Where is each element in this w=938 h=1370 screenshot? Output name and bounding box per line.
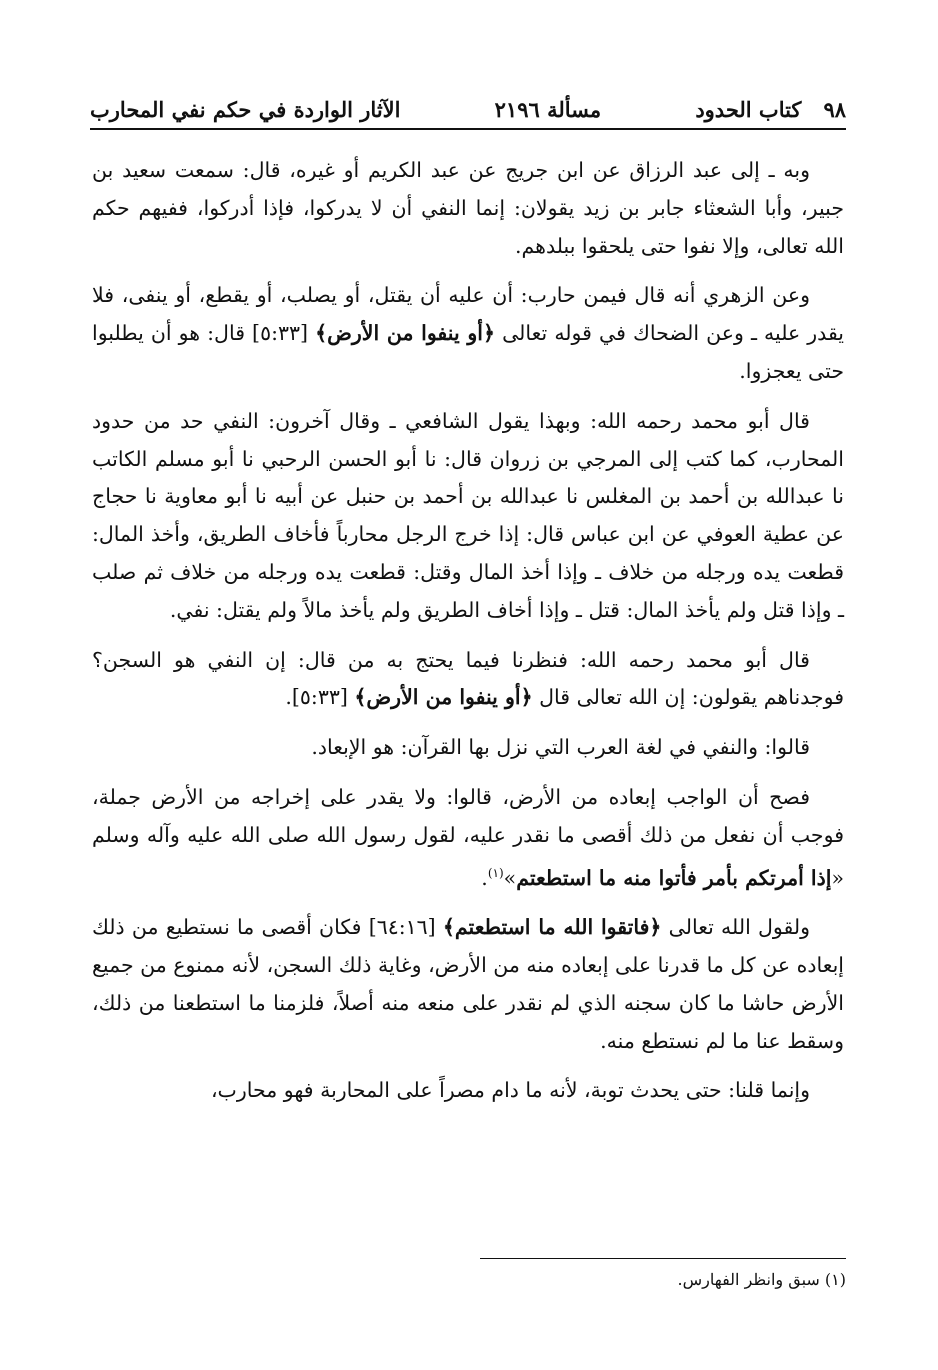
footnote-marker: (١) <box>487 865 504 880</box>
paragraph <box>92 152 844 265</box>
text-segment: قال أبو محمد رحمه الله: وبهذا يقول الشافعي ـ وقال آخرون: النفي حد من حدود المحارب، كما كتب إلى المرجي بن زروان قال: نا أبو الحسن الرحبي نا أبو مسلم الكاتب نا عبدالله بن أحمد بن المغلس نا عبدالله بن أحمد بن حنبل عن أبيه نا أبو معاوية نا حجاج عن عطية العوفي عن ابن عباس قال: إذا خرج الرجل محارباً فأخاف الطريق، وأخذ المال: قطعت يده ورجله من خلاف ـ وإذا أخذ المال وقتل: قطعت يده ورجله من خلاف ثم صلب ـ وإذا قتل ولم يأخذ المال: قتل ـ وإذا أخاف الطريق ولم يأخذ مالاً ولم يقتل: نفي. <box>92 408 844 622</box>
paragraph <box>92 909 844 1060</box>
paragraph <box>92 779 844 897</box>
paragraph <box>92 403 844 630</box>
main-text <box>92 152 844 1122</box>
text-segment: [٥:٣٣]. <box>285 685 355 710</box>
text-segment: [٦٤:١٦] فكان أقصى ما نستطيع من ذلك إبعاده عن كل ما قدرنا على إبعاده منه من الأرض، وغاية ذلك السجن، لأنه ممنوع من جميع الأرض حاشا ما كان سجنه الذي لم نقدر على منعه منه أصلاً، فلزمنا ما استطعنا من ذلك، وسقط عنا ما لم نستطع منه. <box>92 915 844 1053</box>
header-right <box>695 97 846 122</box>
header-divider <box>90 128 846 130</box>
quote-text: ﴿أو ينفوا من الأرض﴾ <box>315 321 495 346</box>
chapter-title: الآثار الواردة في حكم نفي المحارب <box>90 97 401 122</box>
text-segment: وإنما قلنا: حتى يحدث توبة، لأنه ما دام مصراً على المحاربة فهو محارب، <box>210 1078 810 1103</box>
text-segment: » <box>503 865 517 890</box>
quote-text: إذا أمرتكم بأمر فأتوا منه ما استطعتم <box>516 865 832 890</box>
paragraph <box>92 642 844 718</box>
text-segment: قالوا: والنفي في لغة العرب التي نزل بها القرآن: هو الإبعاد. <box>311 735 810 760</box>
quote-text: ﴿فاتقوا الله ما استطعتم﴾ <box>442 915 662 940</box>
page-header <box>90 82 846 122</box>
text-segment: قال أبو محمد رحمه الله: فنظرنا فيما يحتج به من قال: إن النفي هو السجن؟ فوجدناهم يقولون: إن الله تعالى قال <box>92 647 844 710</box>
text-segment: [٥:٣٣] قال: هو أن يطلبوا حتى يعجزوا. <box>92 321 844 383</box>
footnote-divider <box>480 1258 846 1259</box>
issue-number: مسألة ٢١٩٦ <box>494 97 602 122</box>
paragraph <box>92 1072 844 1110</box>
text-segment: وبه ـ إلى عبد الرزاق عن ابن جريج عن عبد الكريم أو غيره، قال: سمعت سعيد بن جبير، وأبا الشعثاء جابر بن زيد يقولان: إنما النفي أن لا يدركوا، فإذا أدركوا، ففيهم حكم الله تعالى، وإلا نفوا حتى يلحقوا ببلدهم. <box>92 158 844 258</box>
book-title: كتاب الحدود <box>695 97 802 122</box>
text-segment: فصح أن الواجب إبعاده من الأرض، قالوا: ولا يقدر على إخراجه من الأرض جملة، فوجب أن نفعل من ذلك أقصى ما نقدر عليه، لقول رسول الله صلى الله عليه وآله وسلم « <box>92 784 844 890</box>
text-segment: ولقول الله تعالى <box>661 915 810 940</box>
paragraph <box>92 277 844 390</box>
paragraph <box>92 729 844 767</box>
quote-text: ﴿أو ينفوا من الأرض﴾ <box>354 685 533 710</box>
page-number: ٩٨ <box>823 97 846 122</box>
text-segment: وعن الزهري أنه قال فيمن حارب: أن عليه أن يقتل، أو يصلب، أو يقطع، أو ينفى، فلا يقدر عليه ـ وعن الضحاك في قوله تعالى <box>92 283 845 346</box>
footnote: (١) سبق وانظر الفهارس. <box>677 1270 846 1289</box>
text-segment: . <box>481 865 488 890</box>
